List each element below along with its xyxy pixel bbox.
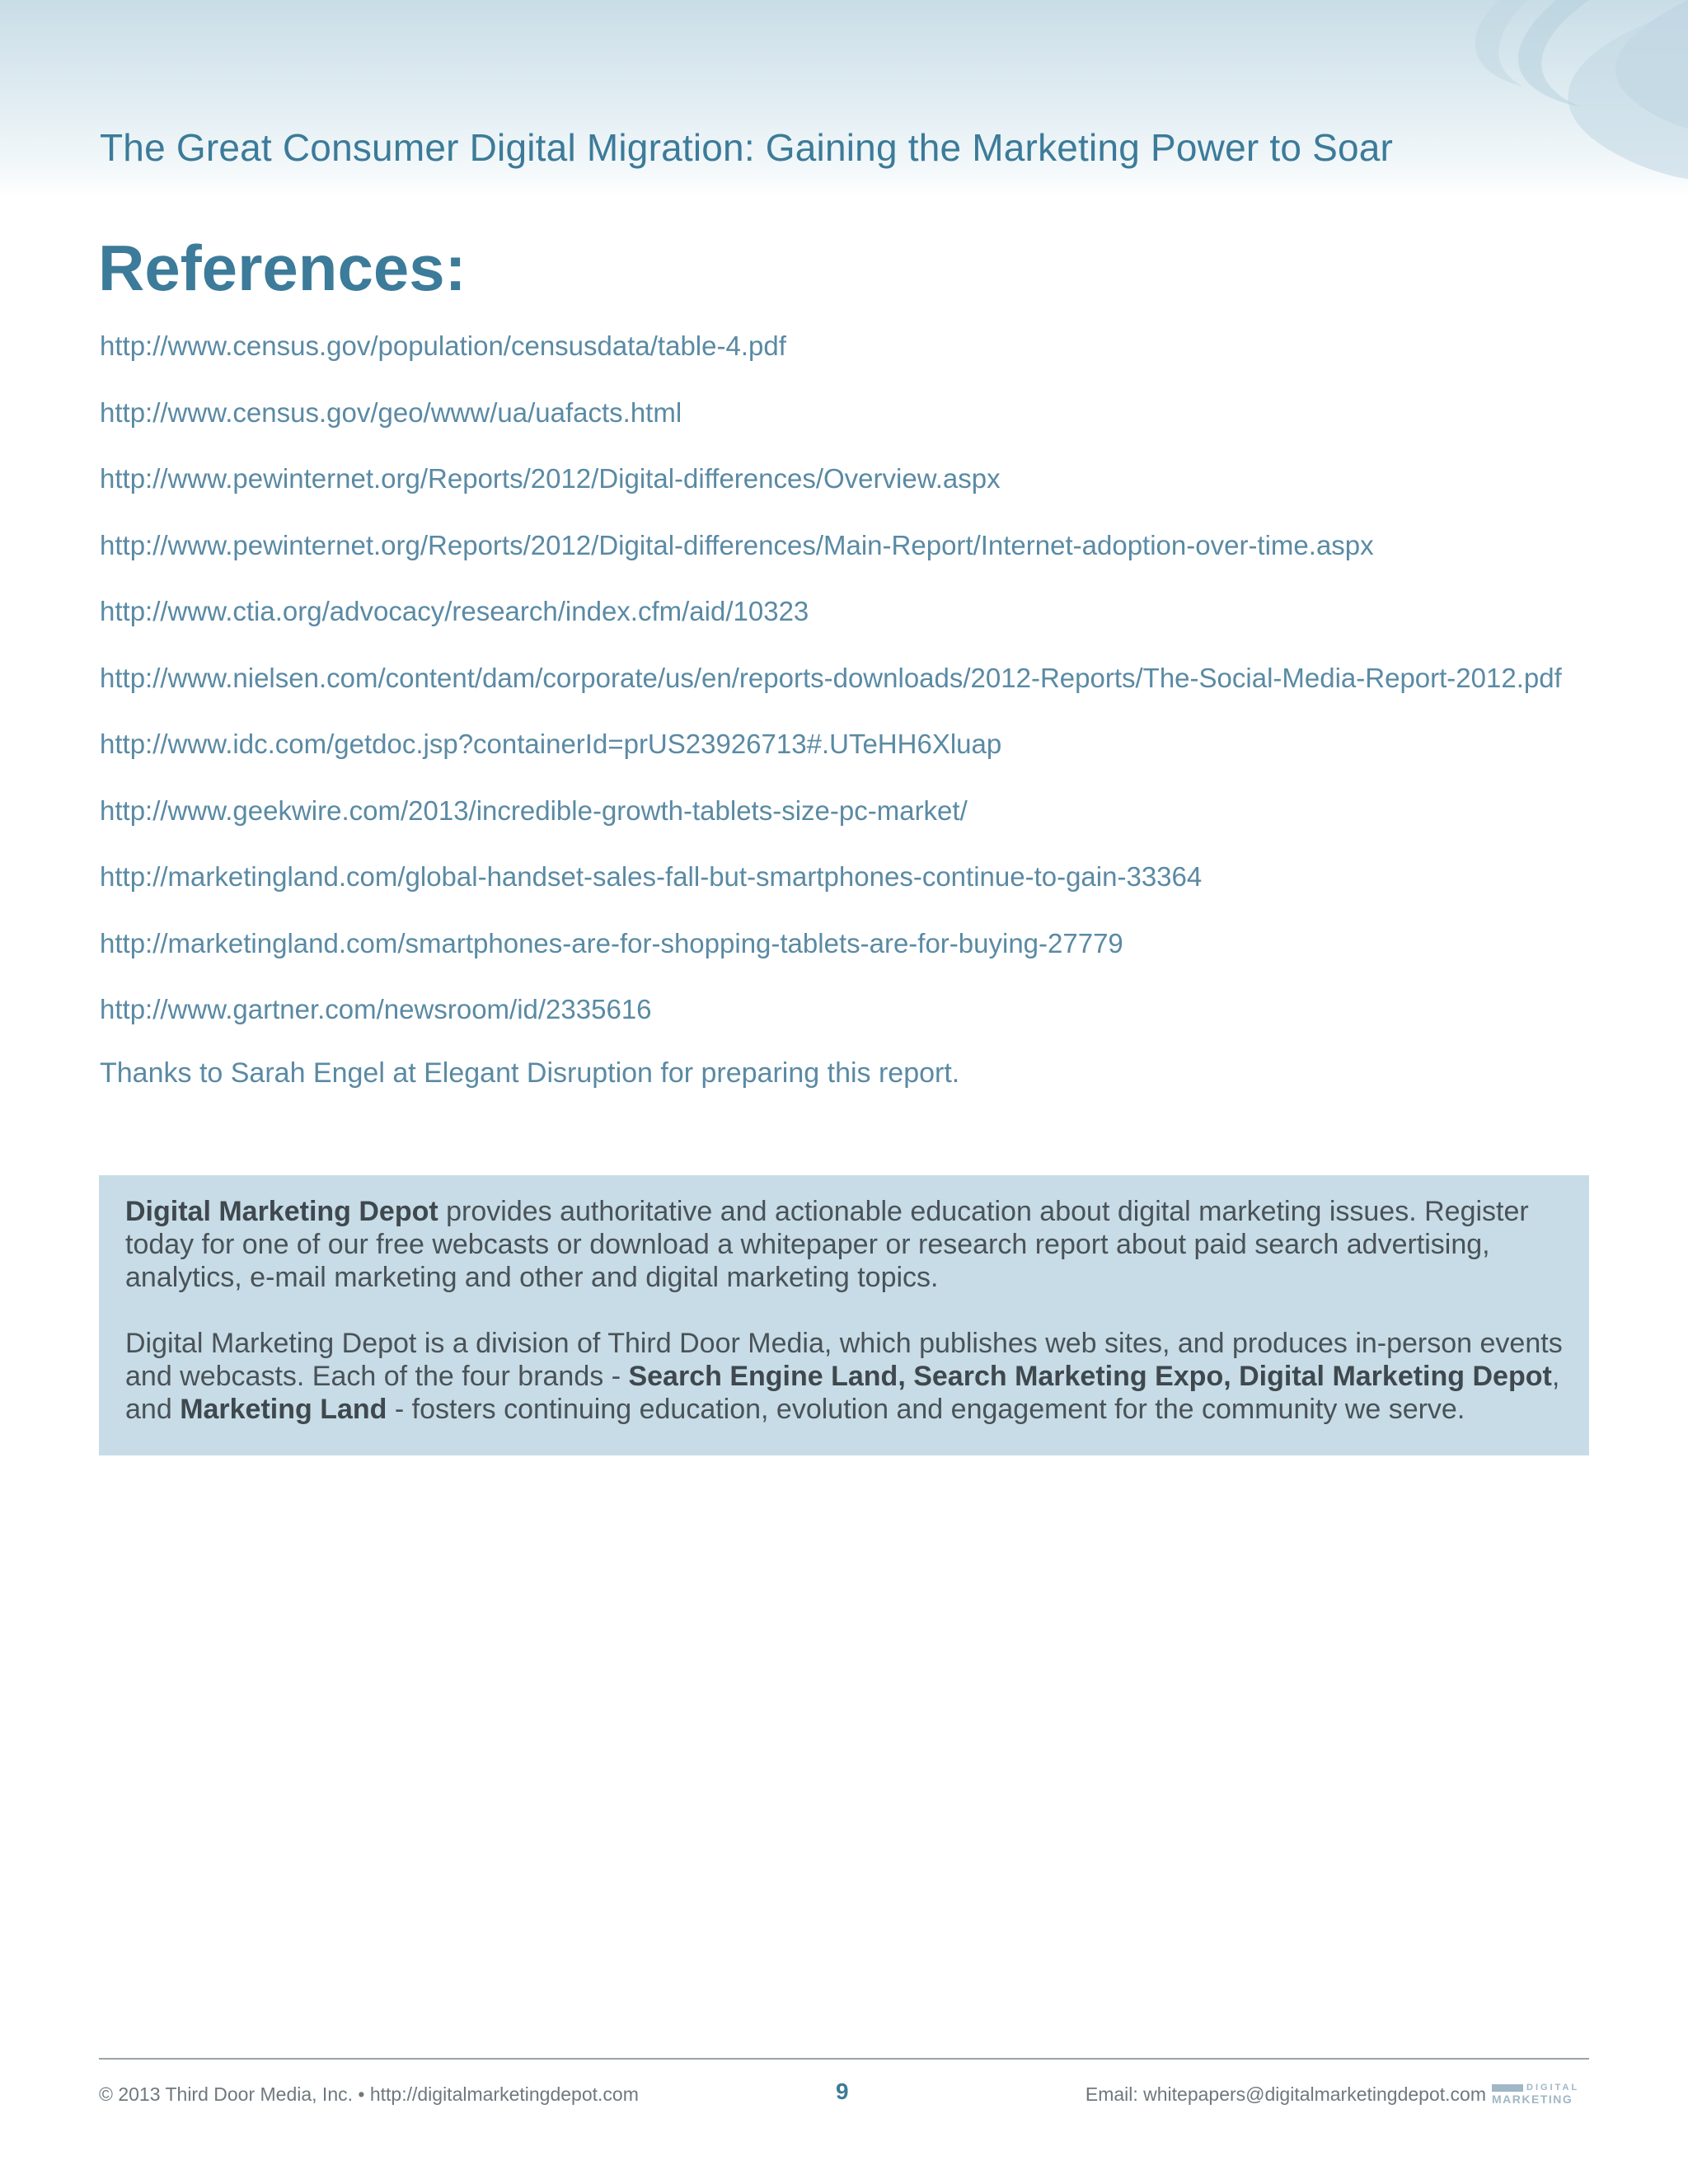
reference-item[interactable] [100, 395, 1600, 462]
about-box [99, 1175, 1589, 1455]
reference-item[interactable] [100, 461, 1600, 527]
reference-link[interactable]: http://www.census.gov/geo/www/ua/uafacts.html [100, 396, 682, 428]
about-text: - fosters continuing education, evolution and engagement for the community we serve. [387, 1394, 1465, 1425]
reference-link[interactable]: http://marketingland.com/global-handset-sales-fall-but-smartphones-continue-to-gain-33364 [100, 861, 1203, 892]
reference-link[interactable]: http://marketingland.com/smartphones-are-for-shopping-tablets-are-for-buying-27779 [100, 927, 1123, 958]
reference-item[interactable] [100, 793, 1600, 860]
reference-link[interactable]: http://www.geekwire.com/2013/incredible-growth-tablets-size-pc-market/ [100, 794, 968, 826]
logo-text-bottom: MARKETING [1492, 2093, 1573, 2106]
reference-item[interactable] [100, 328, 1600, 395]
header-band [0, 0, 1688, 198]
reference-item[interactable] [100, 926, 1600, 992]
references-list [100, 328, 1600, 1058]
reference-item[interactable] [100, 859, 1600, 926]
reference-item[interactable] [100, 527, 1600, 594]
digital-marketing-logo [1492, 2083, 1591, 2104]
reference-item[interactable] [100, 593, 1600, 660]
logo-bar [1492, 2084, 1523, 2092]
page-number: 9 [836, 2079, 849, 2104]
brand-name: Digital Marketing Depot [125, 1196, 438, 1227]
document-title: The Great Consumer Digital Migration: Gaining the Marketing Power to Soar [100, 126, 1394, 169]
reference-link[interactable]: http://www.nielsen.com/content/dam/corporate/us/en/reports-downloads/2012-Reports/The-Social-Media-Report-2012.pdf [100, 662, 1562, 693]
reference-item[interactable] [100, 660, 1600, 727]
about-paragraph-1 [125, 1195, 1563, 1294]
reference-link[interactable]: http://www.pewinternet.org/Reports/2012/Digital-differences/Main-Report/Internet-adoption-over-time.aspx [100, 529, 1374, 560]
about-text: provides authoritative and actionable education about digital marketing issues. Register today for one of our free webcasts or download a whitepaper or research report about paid search advertising, analytics, e-mail marketing and other and digital marketing topics. [125, 1196, 1529, 1293]
about-text: , and [125, 1361, 1560, 1425]
logo-text-top: DIGITAL [1526, 2083, 1580, 2093]
reference-item[interactable] [100, 726, 1600, 793]
reference-item[interactable] [100, 991, 1600, 1058]
acknowledgement-text: Thanks to Sarah Engel at Elegant Disruption for preparing this report. [100, 1057, 960, 1089]
reference-link[interactable]: http://www.idc.com/getdoc.jsp?containerId=prUS23926713#.UTeHH6Xluap [100, 729, 1002, 759]
reference-link[interactable]: http://www.pewinternet.org/Reports/2012/Digital-differences/Overview.aspx [100, 463, 1001, 494]
footer-divider [99, 2058, 1589, 2060]
brand-list: Search Engine Land, Search Marketing Expo, Digital Marketing Depot [628, 1361, 1552, 1392]
about-text: Digital Marketing Depot is a division of Third Door Media, which publishes web sites, and produces in-person events and webcasts. Each of the four brands - [125, 1328, 1563, 1392]
reference-link[interactable]: http://www.gartner.com/newsroom/id/2335616 [100, 994, 652, 1024]
references-heading: References: [98, 232, 467, 304]
brand-name: Marketing Land [180, 1394, 387, 1425]
reference-link[interactable]: http://www.census.gov/population/censusdata/table-4.pdf [100, 330, 786, 361]
footer-copyright: © 2013 Third Door Media, Inc. • http://digitalmarketingdepot.com [99, 2083, 639, 2105]
about-paragraph-2 [125, 1327, 1563, 1426]
footer-email[interactable]: Email: whitepapers@digitalmarketingdepot.com [1085, 2083, 1486, 2105]
reference-link[interactable]: http://www.ctia.org/advocacy/research/index.cfm/aid/10323 [100, 596, 809, 626]
